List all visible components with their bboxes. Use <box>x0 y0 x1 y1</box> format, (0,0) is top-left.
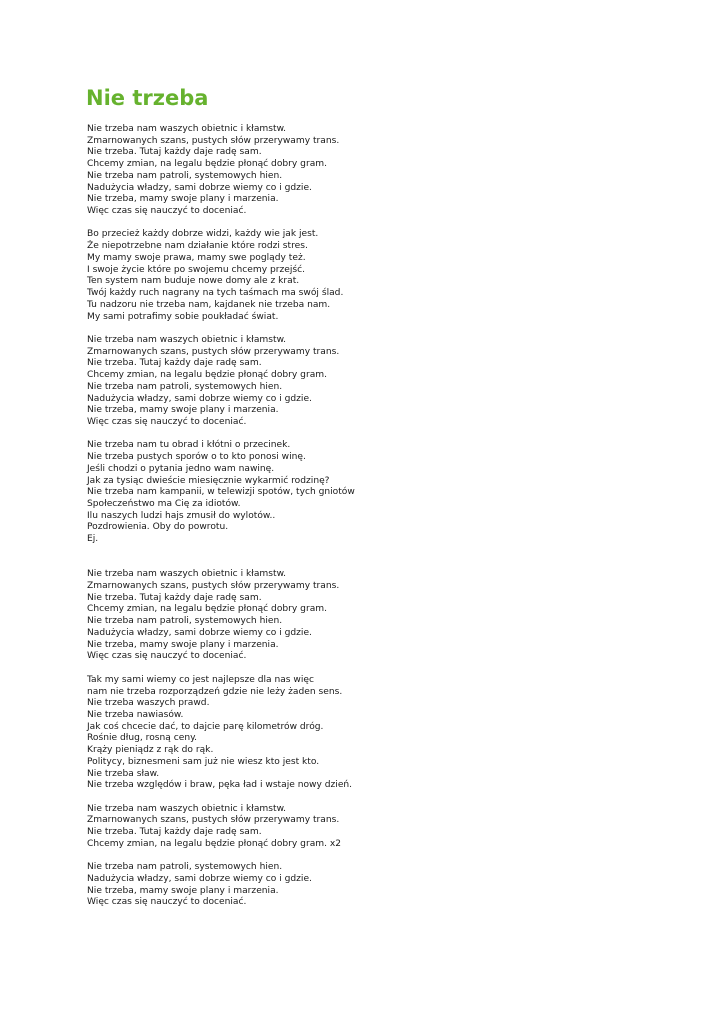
lyric-line: Zmarnowanych szans, pustych słów przerywamy trans. <box>87 135 340 146</box>
lyric-line: Nie trzeba nam waszych obietnic i kłamstw. <box>87 803 287 814</box>
lyric-line: Więc czas się nauczyć to doceniać. <box>87 416 247 427</box>
stanza-2 <box>87 229 687 323</box>
lyric-line: Zmarnowanych szans, pustych słów przerywamy trans. <box>87 581 340 592</box>
stanza-6 <box>87 675 687 792</box>
lyric-line: nam nie trzeba rozporządzeń gdzie nie leży żaden sens. <box>87 686 343 697</box>
lyric-line: Nie trzeba, mamy swoje plany i marzenia. <box>87 639 279 650</box>
lyric-line: Nie trzeba nam patroli, systemowych hien. <box>87 381 283 392</box>
stanza-gap <box>87 429 687 441</box>
lyric-line: Twój każdy ruch nagrany na tych taśmach ma swój ślad. <box>87 288 344 299</box>
lyric-line: Nie trzeba. Tutaj każdy daje radę sam. <box>87 147 262 158</box>
lyric-line: Nie trzeba nawiasów. <box>87 709 184 720</box>
lyric-line: Nie trzeba nam patroli, systemowych hien. <box>87 170 283 181</box>
lyric-line: Zmarnowanych szans, pustych słów przerywamy trans. <box>87 815 340 826</box>
lyric-line: Bo przecież każdy dobrze widzi, każdy wie jak jest. <box>87 229 319 240</box>
lyric-line: Chcemy zmian, na legalu będzie płonąć dobry gram. <box>87 604 328 615</box>
lyric-line: Nadużycia władzy, sami dobrze wiemy co i gdzie. <box>87 627 312 638</box>
lyric-line: Ilu naszych ludzi hajs zmusił do wylotów.. <box>87 510 276 521</box>
lyric-line: Nie trzeba nam waszych obietnic i kłamstw. <box>87 124 287 134</box>
lyric-line: My sami potrafimy sobie poukładać świat. <box>87 311 279 322</box>
lyric-line: Tu nadzoru nie trzeba nam, kajdanek nie trzeba nam. <box>87 299 331 310</box>
lyric-line: Chcemy zmian, na legalu będzie płonąć dobry gram. x2 <box>87 838 342 849</box>
lyric-line: Ej. <box>87 534 99 545</box>
stanza-7 <box>87 804 687 851</box>
lyric-line: Nie trzeba nam waszych obietnic i kłamstw. <box>87 334 287 345</box>
lyric-line: Nie trzeba, mamy swoje plany i marzenia. <box>87 405 279 416</box>
stanza-1 <box>87 124 687 218</box>
document-title: Nie trzeba <box>86 86 209 110</box>
stanza-gap <box>87 663 687 675</box>
stanza-gap <box>87 218 687 230</box>
lyric-line: Nadużycia władzy, sami dobrze wiemy co i gdzie. <box>87 874 312 884</box>
lyric-line: Że niepotrzebne nam działanie które rodzi stres. <box>87 241 308 252</box>
stanza-3 <box>87 335 687 429</box>
lyric-line: Rośnie dług, rosną ceny. <box>87 733 198 744</box>
lyric-line: Nie trzeba. Tutaj każdy daje radę sam. <box>87 592 262 603</box>
lyric-line: Zmarnowanych szans, pustych słów przerywamy trans. <box>87 346 340 357</box>
lyric-line: Chcemy zmian, na legalu będzie płonąć dobry gram. <box>87 159 328 170</box>
lyrics-body <box>87 124 687 909</box>
lyric-line: Chcemy zmian, na legalu będzie płonąć dobry gram. <box>87 370 328 381</box>
stanza-4 <box>87 440 687 545</box>
lyric-line: Nie trzeba. Tutaj każdy daje radę sam. <box>87 827 262 838</box>
lyric-line: Jak za tysiąc dwieście miesięcznie wykarmić rodzinę? <box>87 475 330 486</box>
lyric-line: Nie trzeba, mamy swoje plany i marzenia. <box>87 194 279 205</box>
lyric-line: Jak coś chcecie dać, to dajcie parę kilometrów dróg. <box>87 721 324 732</box>
lyric-line: Nie trzeba sław. <box>87 768 160 779</box>
lyric-line: Nie trzeba nam waszych obietnic i kłamstw. <box>87 569 287 580</box>
lyric-line: Nadużycia władzy, sami dobrze wiemy co i gdzie. <box>87 182 312 193</box>
stanza-5 <box>87 569 687 663</box>
lyric-line: Pozdrowienia. Oby do powrotu. <box>87 522 229 533</box>
lyric-line: Nie trzeba nam tu obrad i kłótni o przecinek. <box>87 440 291 451</box>
stanza-gap <box>87 851 687 863</box>
lyric-line: Nie trzeba nam patroli, systemowych hien. <box>87 862 283 873</box>
lyric-line: Politycy, biznesmeni sam już nie wiesz kto jest kto. <box>87 756 320 767</box>
lyric-line: Więc czas się nauczyć to doceniać. <box>87 651 247 662</box>
lyric-line: Nie trzeba waszych prawd. <box>87 698 210 709</box>
lyric-line: Społeczeństwo ma Cię za idiotów. <box>87 499 241 509</box>
lyric-line: Nadużycia władzy, sami dobrze wiemy co i gdzie. <box>87 393 312 404</box>
lyric-line: Nie trzeba, mamy swoje plany i marzenia. <box>87 885 279 896</box>
lyric-line: Nie trzeba nam patroli, systemowych hien. <box>87 616 283 627</box>
lyric-line: Tak my sami wiemy co jest najlepsze dla nas więc <box>87 674 314 685</box>
stanza-gap <box>87 792 687 804</box>
lyric-line: Więc czas się nauczyć to doceniać. <box>87 206 247 217</box>
stanza-8 <box>87 862 687 909</box>
lyric-line: Nie trzeba nam kampanii, w telewizji spotów, tych gniotów <box>87 487 355 498</box>
lyric-line: Ten system nam buduje nowe domy ale z krat. <box>87 276 300 287</box>
stanza-gap <box>87 323 687 335</box>
lyric-line: I swoje życie które po swojemu chcemy przejść. <box>87 264 306 275</box>
lyric-line: Nie trzeba. Tutaj każdy daje radę sam. <box>87 358 262 369</box>
lyric-line: My mamy swoje prawa, mamy swe poglądy też. <box>87 252 306 263</box>
lyric-line: Więc czas się nauczyć to doceniać. <box>87 897 247 908</box>
lyric-line: Nie trzeba względów i braw, pęka ład i wstaje nowy dzień. <box>87 780 353 791</box>
lyric-line: Jeśli chodzi o pytania jedno wam nawinę. <box>87 463 275 474</box>
lyric-line: Krąży pieniądz z rąk do rąk. <box>87 745 214 756</box>
lyric-line: Nie trzeba pustych sporów o to kto ponosi winę. <box>87 452 306 463</box>
stanza-gap <box>87 546 687 569</box>
